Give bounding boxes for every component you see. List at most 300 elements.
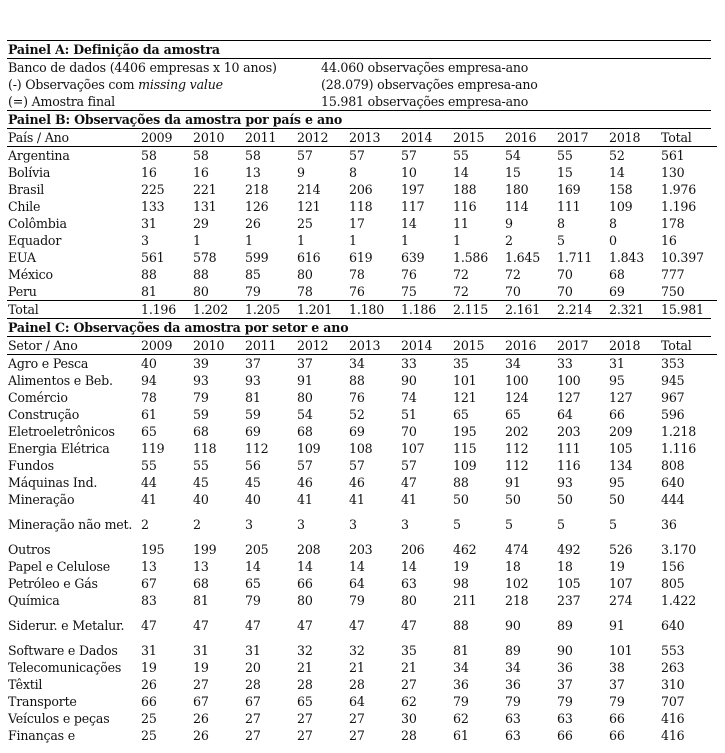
column-header: 2016 bbox=[504, 337, 556, 355]
table-cell: 100 bbox=[505, 373, 529, 388]
table-cell: 195 bbox=[141, 542, 165, 557]
table-cell-label: Equador bbox=[8, 233, 62, 248]
table-cell: 59 bbox=[245, 407, 261, 422]
table-cell: 27 bbox=[297, 728, 313, 743]
table-cell: 76 bbox=[349, 284, 365, 299]
table-cell: 66 bbox=[297, 576, 313, 591]
total-cell: 1.201 bbox=[296, 301, 348, 319]
table-row bbox=[7, 249, 717, 266]
table-cell: 118 bbox=[349, 199, 373, 214]
table-cell: 197 bbox=[401, 182, 425, 197]
table-cell: 72 bbox=[453, 267, 469, 282]
table-cell: 45 bbox=[245, 475, 261, 490]
table-cell: 462 bbox=[453, 542, 477, 557]
table-cell: 41 bbox=[401, 492, 417, 507]
table-cell: 211 bbox=[453, 593, 477, 608]
table-cell: 1 bbox=[297, 233, 305, 248]
total-cell: 1.196 bbox=[140, 301, 192, 319]
table-row bbox=[7, 355, 717, 373]
table-cell: 37 bbox=[297, 356, 313, 371]
table-cell: 58 bbox=[245, 148, 261, 163]
table-cell: 205 bbox=[245, 542, 269, 557]
table-cell: 70 bbox=[505, 284, 521, 299]
panel-c-header-row bbox=[7, 337, 717, 355]
table-cell: 88 bbox=[141, 267, 157, 282]
table-cell: 62 bbox=[401, 694, 417, 709]
table-cell-label: Construção bbox=[8, 407, 80, 422]
table-cell: 79 bbox=[609, 694, 625, 709]
table-cell: 119 bbox=[141, 441, 165, 456]
table-cell: 50 bbox=[557, 492, 573, 507]
table-cell-label: Mineração não met. bbox=[8, 516, 133, 532]
table-cell: 214 bbox=[297, 182, 321, 197]
table-row bbox=[7, 659, 717, 676]
table-cell-label: Outros bbox=[8, 542, 51, 557]
table-cell: 81 bbox=[245, 390, 261, 405]
table-cell: 121 bbox=[297, 199, 321, 214]
table-cell: 1.645 bbox=[505, 250, 541, 265]
table-cell: 46 bbox=[297, 475, 313, 490]
table-cell: 416 bbox=[661, 728, 685, 743]
table-cell: 133 bbox=[141, 199, 165, 214]
table-cell: 18 bbox=[557, 559, 573, 574]
table-cell: 68 bbox=[193, 576, 209, 591]
table-cell: 67 bbox=[245, 694, 261, 709]
total-cell-label: Total bbox=[7, 301, 140, 319]
table-cell: 55 bbox=[453, 148, 469, 163]
table-cell: 27 bbox=[349, 728, 365, 743]
table-cell: 203 bbox=[557, 424, 581, 439]
column-header: 2012 bbox=[296, 129, 348, 147]
table-cell: 80 bbox=[297, 267, 313, 282]
table-row bbox=[7, 406, 717, 423]
table-cell: 54 bbox=[505, 148, 521, 163]
table-cell: 112 bbox=[245, 441, 269, 456]
table-cell: 47 bbox=[245, 618, 261, 633]
table-cell: 1.422 bbox=[661, 593, 697, 608]
table-cell-label: Bolívia bbox=[8, 165, 51, 180]
table-cell: 221 bbox=[193, 182, 217, 197]
table-cell: 134 bbox=[609, 458, 633, 473]
table-cell: 1 bbox=[349, 233, 357, 248]
table-cell: 199 bbox=[193, 542, 217, 557]
table-cell: 156 bbox=[661, 559, 685, 574]
table-cell: 94 bbox=[141, 373, 157, 388]
table-cell: 640 bbox=[661, 475, 685, 490]
table-cell: 263 bbox=[661, 660, 685, 675]
table-cell: 9 bbox=[505, 216, 513, 231]
table-cell: 33 bbox=[557, 356, 573, 371]
table-cell: 37 bbox=[557, 677, 573, 692]
table-cell: 55 bbox=[141, 458, 157, 473]
table-cell: 777 bbox=[661, 267, 685, 282]
table-cell: 34 bbox=[349, 356, 365, 371]
table-cell: 553 bbox=[661, 643, 685, 658]
table-cell: 13 bbox=[141, 559, 157, 574]
table-cell: 619 bbox=[349, 250, 373, 265]
table-cell: 808 bbox=[661, 458, 685, 473]
table-cell: 91 bbox=[505, 475, 521, 490]
table-cell: 69 bbox=[349, 424, 365, 439]
table-cell: 109 bbox=[453, 458, 477, 473]
total-cell: 1.202 bbox=[192, 301, 244, 319]
table-cell: 40 bbox=[245, 492, 261, 507]
table-cell: 5 bbox=[557, 233, 565, 248]
table-cell-label: Agro e Pesca bbox=[8, 356, 89, 371]
table-cell: 31 bbox=[141, 216, 157, 231]
table-cell: 88 bbox=[453, 618, 469, 633]
table-cell: 36 bbox=[557, 660, 573, 675]
table-cell: 68 bbox=[609, 267, 625, 282]
table-cell: 5 bbox=[609, 517, 617, 532]
table-cell: 1 bbox=[401, 233, 409, 248]
table-cell: 41 bbox=[349, 492, 365, 507]
total-cell: 2.214 bbox=[556, 301, 608, 319]
table-cell: 93 bbox=[557, 475, 573, 490]
table-cell-label: Papel e Celulose bbox=[8, 559, 110, 574]
column-header: 2013 bbox=[348, 337, 400, 355]
table-cell: 209 bbox=[609, 424, 633, 439]
table-cell: 561 bbox=[661, 148, 685, 163]
table-row bbox=[7, 592, 717, 609]
table-cell: 10 bbox=[401, 165, 417, 180]
table-cell: 16 bbox=[141, 165, 157, 180]
table-cell: 114 bbox=[505, 199, 529, 214]
table-cell: 74 bbox=[401, 390, 417, 405]
table-cell-label: Fundos bbox=[8, 458, 54, 473]
column-header: 2018 bbox=[608, 337, 660, 355]
table-cell: 3 bbox=[401, 517, 409, 532]
table-cell: 1.218 bbox=[661, 424, 697, 439]
table-cell: 76 bbox=[401, 267, 417, 282]
table-cell: 33 bbox=[401, 356, 417, 371]
table-cell: 14 bbox=[297, 559, 313, 574]
table-cell: 65 bbox=[141, 424, 157, 439]
table-cell: 225 bbox=[141, 182, 165, 197]
table-row bbox=[7, 693, 717, 710]
table-cell: 81 bbox=[141, 284, 157, 299]
table-cell-label: Química bbox=[8, 593, 60, 608]
table-cell: 57 bbox=[297, 148, 313, 163]
table-cell: 80 bbox=[193, 284, 209, 299]
table-row bbox=[7, 541, 717, 558]
table-cell-label: Alimentos e Beb. bbox=[8, 373, 113, 388]
table-row bbox=[7, 266, 717, 283]
table-cell: 63 bbox=[505, 728, 521, 743]
table-cell: 492 bbox=[557, 542, 581, 557]
table-cell: 5 bbox=[453, 517, 461, 532]
table-cell: 27 bbox=[245, 728, 261, 743]
table-cell-label: México bbox=[8, 267, 53, 282]
table-cell: 750 bbox=[661, 284, 685, 299]
table-cell: 105 bbox=[609, 441, 633, 456]
table-cell: 21 bbox=[297, 660, 313, 675]
table-row bbox=[7, 147, 717, 165]
table-cell: 14 bbox=[245, 559, 261, 574]
table-cell: 45 bbox=[193, 475, 209, 490]
table-cell: 599 bbox=[245, 250, 269, 265]
table-cell: 89 bbox=[505, 643, 521, 658]
table-cell: 1.711 bbox=[557, 250, 593, 265]
table-cell: 274 bbox=[609, 593, 633, 608]
table-cell: 1 bbox=[453, 233, 461, 248]
panel-a-label: Banco de dados (4406 empresas x 10 anos) bbox=[8, 60, 277, 75]
table-cell: 9 bbox=[297, 165, 305, 180]
table-cell: 47 bbox=[349, 618, 365, 633]
table-cell: 8 bbox=[349, 165, 357, 180]
table-cell: 36 bbox=[661, 517, 677, 532]
total-cell: 1.180 bbox=[348, 301, 400, 319]
table-cell: 25 bbox=[141, 711, 157, 726]
table-cell: 14 bbox=[401, 216, 417, 231]
column-header-label: Setor / Ano bbox=[7, 337, 140, 355]
table-cell: 26 bbox=[193, 728, 209, 743]
table-cell-label: EUA bbox=[8, 250, 36, 265]
table-cell: 57 bbox=[401, 148, 417, 163]
column-header-label: País / Ano bbox=[7, 129, 140, 147]
table-cell: 26 bbox=[193, 711, 209, 726]
table-cell-label: Telecomunicações bbox=[8, 660, 122, 675]
table-cell: 127 bbox=[557, 390, 581, 405]
table-cell: 25 bbox=[141, 728, 157, 743]
table-cell: 116 bbox=[453, 199, 477, 214]
table-cell: 76 bbox=[349, 390, 365, 405]
table-cell: 35 bbox=[453, 356, 469, 371]
table-cell: 5 bbox=[557, 517, 565, 532]
table-cell: 27 bbox=[401, 677, 417, 692]
table-cell: 69 bbox=[245, 424, 261, 439]
panel-a-label-prefix: (-) Observações com bbox=[8, 77, 139, 92]
table-cell: 26 bbox=[245, 216, 261, 231]
column-header: 2017 bbox=[556, 337, 608, 355]
table-row bbox=[7, 727, 717, 744]
table-cell: 1.586 bbox=[453, 250, 489, 265]
table-cell: 65 bbox=[297, 694, 313, 709]
table-cell: 67 bbox=[141, 576, 157, 591]
table-cell: 79 bbox=[557, 694, 573, 709]
table-cell: 178 bbox=[661, 216, 685, 231]
table-cell: 310 bbox=[661, 677, 685, 692]
table-cell: 3 bbox=[245, 517, 253, 532]
table-row bbox=[7, 389, 717, 406]
table-cell: 3.170 bbox=[661, 542, 697, 557]
table-cell: 108 bbox=[349, 441, 373, 456]
table-cell: 31 bbox=[245, 643, 261, 658]
table-cell: 61 bbox=[453, 728, 469, 743]
table-cell-label: Máquinas Ind. bbox=[8, 475, 98, 490]
table-cell: 64 bbox=[557, 407, 573, 422]
table-cell: 88 bbox=[193, 267, 209, 282]
table-cell: 80 bbox=[297, 390, 313, 405]
table-cell: 1.976 bbox=[661, 182, 697, 197]
table-cell: 63 bbox=[557, 711, 573, 726]
table-cell: 101 bbox=[609, 643, 633, 658]
table-cell: 105 bbox=[557, 576, 581, 591]
panel-a-value: 44.060 observações empresa-ano bbox=[321, 60, 529, 75]
table-cell: 126 bbox=[245, 199, 269, 214]
table-cell: 90 bbox=[557, 643, 573, 658]
table-cell: 14 bbox=[609, 165, 625, 180]
table-cell: 63 bbox=[505, 711, 521, 726]
table-cell: 14 bbox=[401, 559, 417, 574]
table-cell: 15 bbox=[505, 165, 521, 180]
table-cell: 65 bbox=[505, 407, 521, 422]
table-cell: 95 bbox=[609, 373, 625, 388]
panel-a-title: Painel A: Definição da amostra bbox=[8, 42, 220, 57]
panel-a-label-italic: missing value bbox=[138, 77, 223, 92]
table-cell: 93 bbox=[193, 373, 209, 388]
table-cell: 79 bbox=[245, 593, 261, 608]
table-cell: 30 bbox=[401, 711, 417, 726]
table-cell: 124 bbox=[505, 390, 529, 405]
table-cell: 31 bbox=[193, 643, 209, 658]
panel-b-header-row bbox=[7, 129, 717, 147]
table-cell: 68 bbox=[193, 424, 209, 439]
table-cell-label: Peru bbox=[8, 284, 37, 299]
table-cell: 66 bbox=[609, 711, 625, 726]
table-row bbox=[7, 575, 717, 592]
table-cell: 32 bbox=[349, 643, 365, 658]
table-cell: 180 bbox=[505, 182, 529, 197]
table-cell: 28 bbox=[245, 677, 261, 692]
table-cell: 1 bbox=[193, 233, 201, 248]
table-cell: 98 bbox=[453, 576, 469, 591]
table-cell: 64 bbox=[349, 576, 365, 591]
table-cell: 70 bbox=[401, 424, 417, 439]
table-cell: 83 bbox=[141, 593, 157, 608]
table-cell: 95 bbox=[609, 475, 625, 490]
table-cell: 61 bbox=[141, 407, 157, 422]
table-cell: 44 bbox=[141, 475, 157, 490]
table-cell: 28 bbox=[349, 677, 365, 692]
table-cell: 8 bbox=[609, 216, 617, 231]
table-cell: 50 bbox=[609, 492, 625, 507]
table-cell: 57 bbox=[297, 458, 313, 473]
table-cell: 118 bbox=[193, 441, 217, 456]
table-row bbox=[7, 181, 717, 198]
table-cell-label: Transporte bbox=[8, 694, 77, 709]
table-cell: 101 bbox=[453, 373, 477, 388]
table-row bbox=[7, 198, 717, 215]
table-cell: 107 bbox=[609, 576, 633, 591]
table-cell: 188 bbox=[453, 182, 477, 197]
table-row bbox=[7, 372, 717, 389]
table-cell: 55 bbox=[193, 458, 209, 473]
table-cell: 52 bbox=[349, 407, 365, 422]
table-cell: 66 bbox=[557, 728, 573, 743]
table-cell: 218 bbox=[245, 182, 269, 197]
table-cell: 1.116 bbox=[661, 441, 697, 456]
table-cell: 66 bbox=[141, 694, 157, 709]
table-cell: 112 bbox=[505, 458, 529, 473]
table-cell: 130 bbox=[661, 165, 685, 180]
table-cell: 237 bbox=[557, 593, 581, 608]
table-cell: 121 bbox=[453, 390, 477, 405]
table-cell: 0 bbox=[609, 233, 617, 248]
table-cell: 27 bbox=[193, 677, 209, 692]
table-cell: 28 bbox=[297, 677, 313, 692]
table-cell: 80 bbox=[297, 593, 313, 608]
table-cell: 117 bbox=[401, 199, 425, 214]
table-row bbox=[7, 676, 717, 693]
table-cell: 36 bbox=[453, 677, 469, 692]
panel-b-title: Painel B: Observações da amostra por país e ano bbox=[8, 112, 343, 127]
table-cell-label: Chile bbox=[8, 199, 41, 214]
table-cell: 38 bbox=[609, 660, 625, 675]
column-header: 2015 bbox=[452, 337, 504, 355]
table-row bbox=[7, 609, 717, 642]
table-cell: 68 bbox=[297, 424, 313, 439]
table-cell: 127 bbox=[609, 390, 633, 405]
table-cell: 91 bbox=[609, 618, 625, 633]
table-cell-label: Eletroeletrônicos bbox=[8, 424, 115, 439]
table-cell: 353 bbox=[661, 356, 685, 371]
table-row bbox=[7, 508, 717, 541]
table-cell: 13 bbox=[193, 559, 209, 574]
table-row bbox=[7, 232, 717, 249]
panel-a-row bbox=[7, 76, 711, 93]
table-cell: 444 bbox=[661, 492, 685, 507]
table-cell: 578 bbox=[193, 250, 217, 265]
table-cell: 79 bbox=[245, 284, 261, 299]
panel-a-value: (28.079) observações empresa-ano bbox=[321, 77, 538, 92]
table-cell: 31 bbox=[141, 643, 157, 658]
table-cell: 79 bbox=[505, 694, 521, 709]
table-cell: 8 bbox=[557, 216, 565, 231]
table-cell: 79 bbox=[349, 593, 365, 608]
table-row bbox=[7, 164, 717, 181]
panel-c-table bbox=[7, 337, 717, 744]
table-cell: 112 bbox=[505, 441, 529, 456]
table-cell: 90 bbox=[505, 618, 521, 633]
table-cell: 526 bbox=[609, 542, 633, 557]
panel-c-title: Painel C: Observações da amostra por setor e ano bbox=[8, 320, 349, 335]
total-row bbox=[7, 301, 717, 319]
table-cell: 58 bbox=[193, 148, 209, 163]
column-header: 2011 bbox=[244, 337, 296, 355]
table-cell: 19 bbox=[609, 559, 625, 574]
table-cell: 81 bbox=[453, 643, 469, 658]
total-cell: 2.115 bbox=[452, 301, 504, 319]
table-row bbox=[7, 283, 717, 301]
total-cell: 1.186 bbox=[400, 301, 452, 319]
table-cell: 46 bbox=[349, 475, 365, 490]
table-cell: 90 bbox=[401, 373, 417, 388]
table-row bbox=[7, 457, 717, 474]
total-cell: 2.161 bbox=[504, 301, 556, 319]
table-cell: 72 bbox=[453, 284, 469, 299]
table-cell: 158 bbox=[609, 182, 633, 197]
table-cell: 3 bbox=[297, 517, 305, 532]
table-cell: 34 bbox=[505, 356, 521, 371]
total-cell: 15.981 bbox=[660, 301, 717, 319]
column-header: 2015 bbox=[452, 129, 504, 147]
table-cell: 116 bbox=[557, 458, 581, 473]
column-header: 2013 bbox=[348, 129, 400, 147]
table-cell: 40 bbox=[193, 492, 209, 507]
table-cell-label: Petróleo e Gás bbox=[8, 576, 98, 591]
table-cell: 2 bbox=[505, 233, 513, 248]
table-cell: 29 bbox=[193, 216, 209, 231]
table-cell: 40 bbox=[141, 356, 157, 371]
table-cell: 10.397 bbox=[661, 250, 704, 265]
table-cell: 79 bbox=[193, 390, 209, 405]
table-cell: 63 bbox=[401, 576, 417, 591]
table-cell: 805 bbox=[661, 576, 685, 591]
total-cell: 1.205 bbox=[244, 301, 296, 319]
table-cell: 16 bbox=[661, 233, 677, 248]
table-cell: 111 bbox=[557, 199, 581, 214]
